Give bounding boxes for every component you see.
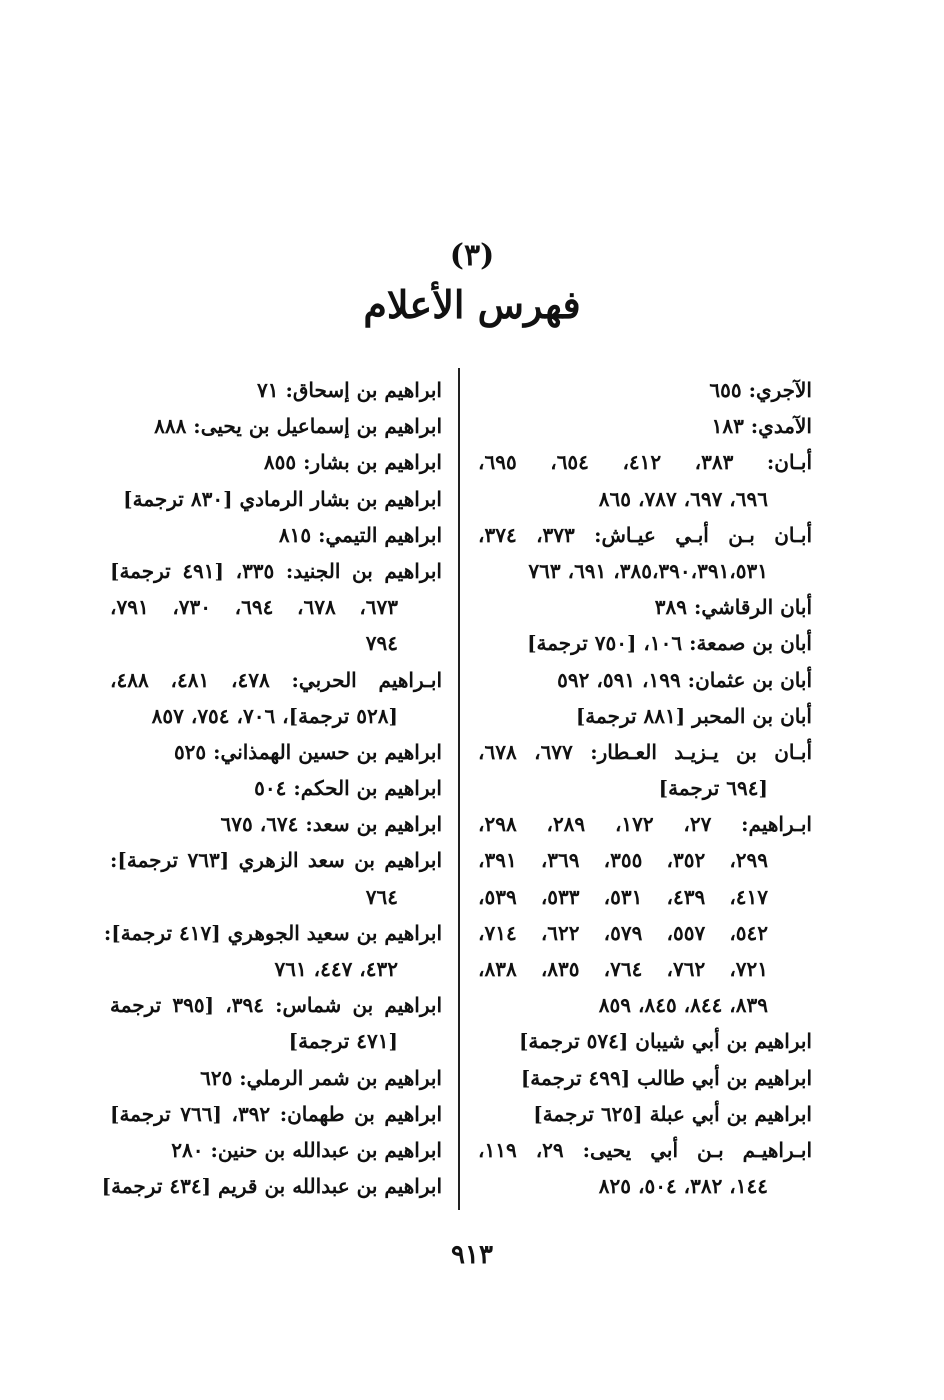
index-entry: ابراهيم بن حسين الهمذاني: ٥٢٥ (173, 739, 442, 764)
index-entry: ابـراهيم الحربي: ٤٧٨، ٤٨١، ٤٨٨، (110, 667, 442, 692)
index-entry: أبـان بن يـزيـد العـطار: ٦٧٧، ٦٧٨، (478, 739, 812, 764)
index-entry: ابـراهيم: ٢٧، ١٧٢، ٢٨٩، ٢٩٨، (478, 812, 812, 837)
index-entry-continuation: ٥٤٢، ٥٥٧، ٥٧٩، ٦٢٢، ٧١٤، (478, 920, 769, 945)
index-entry: الآجري: ٦٥٥ (709, 378, 812, 402)
index-entry: ابراهيم بن الحكم: ٥٠٤ (254, 776, 442, 801)
index-entry: ابراهيم بن إسماعيل بن يحيى: ٨٨٨ (154, 414, 442, 439)
index-entry: الآمدي: ١٨٣ (711, 414, 812, 439)
index-entry-continuation: ٧٦٤ (365, 884, 398, 909)
index-entry-continuation: ٣٨٥،٣٩٠،٣٩١،٥٣١، ٦٩١، ٧٦٣ (528, 558, 768, 583)
index-entry: ابـراهيـم بـن أبي يحيى: ٢٩، ١١٩، (478, 1137, 813, 1162)
index-entry-continuation: ٧٩٤ (365, 631, 398, 656)
index-entry: ابراهيم بن سعيد الجوهري [٤١٧ ترجمة]: (103, 920, 442, 945)
index-entry: ابراهيم بن أبي شيبان [٥٧٤ ترجمة] (518, 1029, 812, 1054)
index-entry: ابراهيم بن بشار: ٨٥٥ (263, 450, 442, 475)
index-entry: ابراهيم بن عبدالله بن قريم [٤٣٤ ترجمة] (101, 1174, 442, 1199)
index-entry: أبان بن صمعة: ١٠٦، [٧٥٠ ترجمة] (527, 631, 812, 656)
index-column-left (101, 372, 443, 1204)
section-number: (٣) (449, 238, 495, 273)
index-entry: أبـان: ٣٨٣، ٤١٢، ٦٥٤، ٦٩٥، (478, 450, 813, 475)
index-entry-continuation: ٦٧٣، ٦٧٨، ٦٩٤، ٧٣٠، ٧٩١، (110, 595, 399, 620)
index-entry-continuation: [٤٧١ ترجمة] (288, 1029, 398, 1054)
index-entry-continuation: ٤٣٢، ٤٤٧، ٧٦١ (274, 957, 398, 981)
index-entry: أبان بن عثمان: ١٩٩، ٥٩١، ٥٩٢ (557, 667, 812, 692)
index-entry: ابراهيم بن عبدالله بن حنين: ٢٨٠ (171, 1137, 442, 1162)
index-entry-continuation: ٤١٧، ٤٣٩، ٥٣١، ٥٣٣، ٥٣٩، (478, 884, 769, 909)
index-entry: ابراهيم بن أبي طالب [٤٩٩ ترجمة] (520, 1065, 812, 1090)
index-title: فهرس الأعلام (363, 282, 581, 327)
index-entry: ابراهيم بن سعد الزهري [٧٦٣ ترجمة]: (110, 848, 442, 873)
index-entry: ابراهيم بن إسحاق: ٧١ (257, 378, 442, 402)
index-entry: ابراهيم بن بشار الرمادي [٨٣٠ ترجمة] (123, 486, 442, 511)
index-entry: ابراهيم بن طهمان: ٣٩٢، [٧٦٦ ترجمة] (110, 1101, 443, 1126)
index-entry: أبان بن المحبر [٨٨١ ترجمة] (575, 703, 812, 728)
index-entry: ابراهيم التيمي: ٨١٥ (278, 522, 442, 547)
index-entry-continuation: [٥٢٨ ترجمة]، ٧٠٦، ٧٥٤، ٨٥٧ (151, 703, 398, 728)
index-entry-continuation: ١٤٤، ٣٨٢، ٥٠٤، ٨٢٥ (598, 1174, 768, 1199)
index-entry: ابراهيم بن شمر الرملي: ٦٢٥ (200, 1065, 442, 1090)
index-column-right (478, 372, 812, 1204)
index-entry-continuation: ٨٣٩، ٨٤٤، ٨٤٥، ٨٥٩ (598, 993, 768, 1018)
index-entry: ابراهيم بن شماس: ٣٩٤، [٣٩٥ ترجمة (110, 993, 443, 1018)
index-entry: ابراهيم بن الجنيد: ٣٣٥، [٤٩١ ترجمة] (110, 558, 442, 583)
index-entry: أبـان بـن أبـي عيـاش: ٣٧٣، ٣٧٤، (478, 522, 813, 547)
index-entry: ابراهيم بن سعد: ٦٧٤، ٦٧٥ (220, 812, 442, 837)
index-entry-continuation: ٧٢١، ٧٦٢، ٧٦٤، ٨٣٥، ٨٣٨، (478, 957, 769, 981)
index-entry-continuation: ٢٩٩، ٣٥٢، ٣٥٥، ٣٦٩، ٣٩١، (478, 848, 769, 873)
index-entry: أبان الرقاشي: ٣٨٩ (654, 595, 812, 620)
index-entry-continuation: ٦٩٦، ٦٩٧، ٧٨٧، ٨٦٥ (598, 486, 768, 511)
column-divider (458, 368, 460, 1210)
page-number: ٩١٣ (451, 1240, 493, 1270)
index-entry-continuation: [٦٩٤ ترجمة] (658, 776, 768, 801)
index-entry: ابراهيم بن أبي عبلة [٦٢٥ ترجمة] (533, 1101, 812, 1126)
